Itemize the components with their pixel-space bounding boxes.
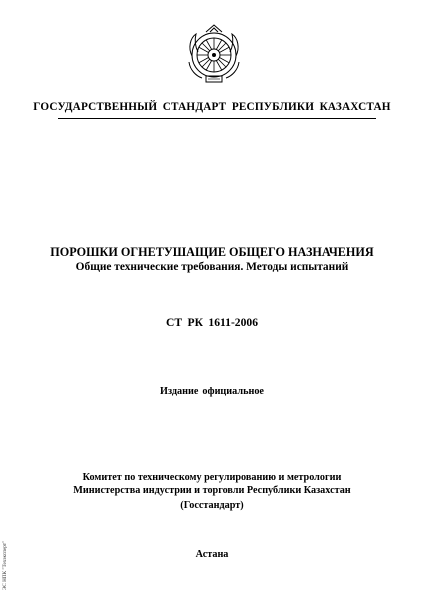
side-watermark-stamp: ЭС НПК "Техэксперт": [2, 540, 8, 590]
publisher-line-2: Министерства индустрии и торговли Республики Казахстан: [73, 485, 351, 496]
publication-city: Астана: [195, 549, 229, 560]
standard-number: СТ РК 1611-2006: [166, 316, 258, 329]
publisher-line-1: Комитет по техническому регулированию и метрологии: [82, 472, 342, 483]
kazakhstan-state-emblem-icon: [184, 22, 244, 84]
edition-label: Издание официальное: [160, 386, 264, 397]
header-divider: [58, 118, 376, 119]
standard-header-title: ГОСУДАРСТВЕННЫЙ СТАНДАРТ РЕСПУБЛИКИ КАЗАХСТАН: [33, 101, 391, 113]
publisher-line-3: (Госстандарт): [180, 500, 244, 511]
document-subtitle: Общие технические требования. Методы испытаний: [75, 261, 349, 273]
document-title: ПОРОШКИ ОГНЕТУШАЩИЕ ОБЩЕГО НАЗНАЧЕНИЯ: [50, 245, 374, 259]
